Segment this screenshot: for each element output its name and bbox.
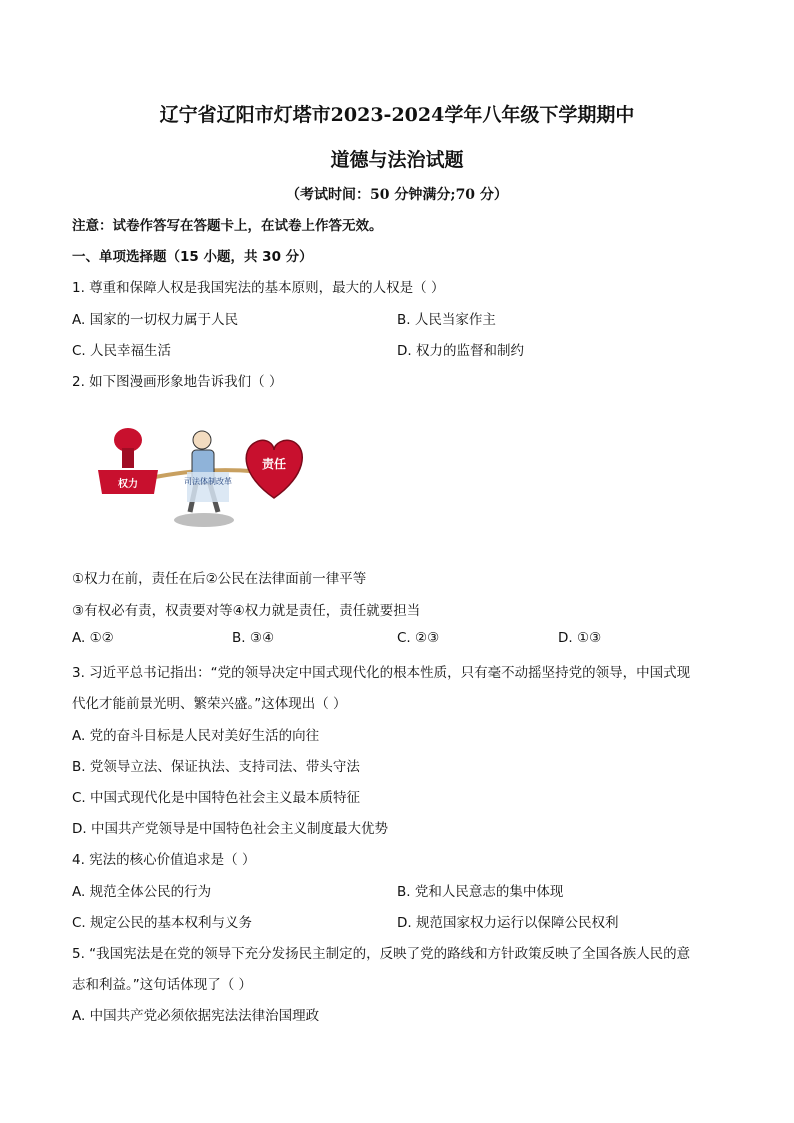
question-4-option-d: D. 规范国家权力运行以保障公民权利 bbox=[397, 915, 619, 931]
question-1-option-a: A. 国家的一切权力属于人民 bbox=[72, 312, 239, 328]
question-3-option-d: D. 中国共产党领导是中国特色社会主义制度最大优势 bbox=[72, 821, 388, 837]
stamp-label: 权力 bbox=[118, 479, 138, 490]
question-5-option-a: A. 中国共产党必须依据宪法法律治国理政 bbox=[72, 1008, 320, 1024]
exam-subject: 道德与法治试题 bbox=[330, 149, 464, 171]
question-3-stem-line-2: 代化才能前景光明、繁荣兴盛。”这体现出（ ） bbox=[72, 696, 347, 712]
question-4-option-b: B. 党和人民意志的集中体现 bbox=[397, 884, 564, 900]
exam-title: 辽宁省辽阳市灯塔市2023-2024学年八年级下学期期中 bbox=[159, 104, 635, 126]
question-3-option-c: C. 中国式现代化是中国特色社会主义最本质特征 bbox=[72, 790, 361, 806]
exam-info: （考试时间：50 分钟满分;70 分） bbox=[286, 187, 508, 203]
question-2-option-c: C. ②③ bbox=[397, 630, 440, 646]
question-2-statement-2: ③有权必有责，权责要对等④权力就是责任，责任就要担当 bbox=[72, 603, 421, 619]
question-3-stem-line-1: 3. 习近平总书记指出：“党的领导决定中国式现代化的根本性质，只有毫不动摇坚持党的领导，中国式现 bbox=[72, 665, 691, 681]
section-heading: 一、单项选择题（15 小题，共 30 分） bbox=[72, 249, 313, 265]
figure-label: 司法体制改革 bbox=[184, 477, 232, 486]
question-1-option-c: C. 人民幸福生活 bbox=[72, 343, 172, 359]
question-1-option-b: B. 人民当家作主 bbox=[397, 312, 496, 328]
cartoon-illustration bbox=[92, 420, 312, 540]
question-1-stem: 1. 尊重和保障人权是我国宪法的基本原则，最大的人权是（ ） bbox=[72, 280, 445, 296]
question-2-stem: 2. 如下图漫画形象地告诉我们（ ） bbox=[72, 374, 283, 390]
heart-label: 责任 bbox=[261, 457, 287, 471]
responsibility-heart-icon bbox=[246, 440, 302, 498]
question-2-option-b: B. ③④ bbox=[232, 630, 275, 646]
question-4-option-a: A. 规范全体公民的行为 bbox=[72, 884, 212, 900]
question-1-option-d: D. 权力的监督和制约 bbox=[397, 343, 524, 359]
question-2-statement-1: ①权力在前，责任在后②公民在法律面前一律平等 bbox=[72, 571, 367, 587]
question-5-stem-line-1: 5. “我国宪法是在党的领导下充分发扬民主制定的，反映了党的路线和方针政策反映了全国各族人民的意 bbox=[72, 946, 691, 962]
question-4-option-c: C. 规定公民的基本权利与义务 bbox=[72, 915, 253, 931]
question-3-option-b: B. 党领导立法、保证执法、支持司法、带头守法 bbox=[72, 759, 360, 775]
person-figure-icon bbox=[174, 431, 234, 527]
question-2-option-a: A. ①② bbox=[72, 630, 114, 646]
question-5-stem-line-2: 志和利益。”这句话体现了（ ） bbox=[72, 977, 253, 993]
question-4-stem: 4. 宪法的核心价值追求是（ ） bbox=[72, 852, 256, 868]
question-3-option-a: A. 党的奋斗目标是人民对美好生活的向往 bbox=[72, 728, 320, 744]
power-stamp-icon bbox=[98, 428, 158, 494]
exam-notice: 注意：试卷作答写在答题卡上，在试卷上作答无效。 bbox=[72, 218, 383, 234]
question-2-option-d: D. ①③ bbox=[558, 630, 602, 646]
